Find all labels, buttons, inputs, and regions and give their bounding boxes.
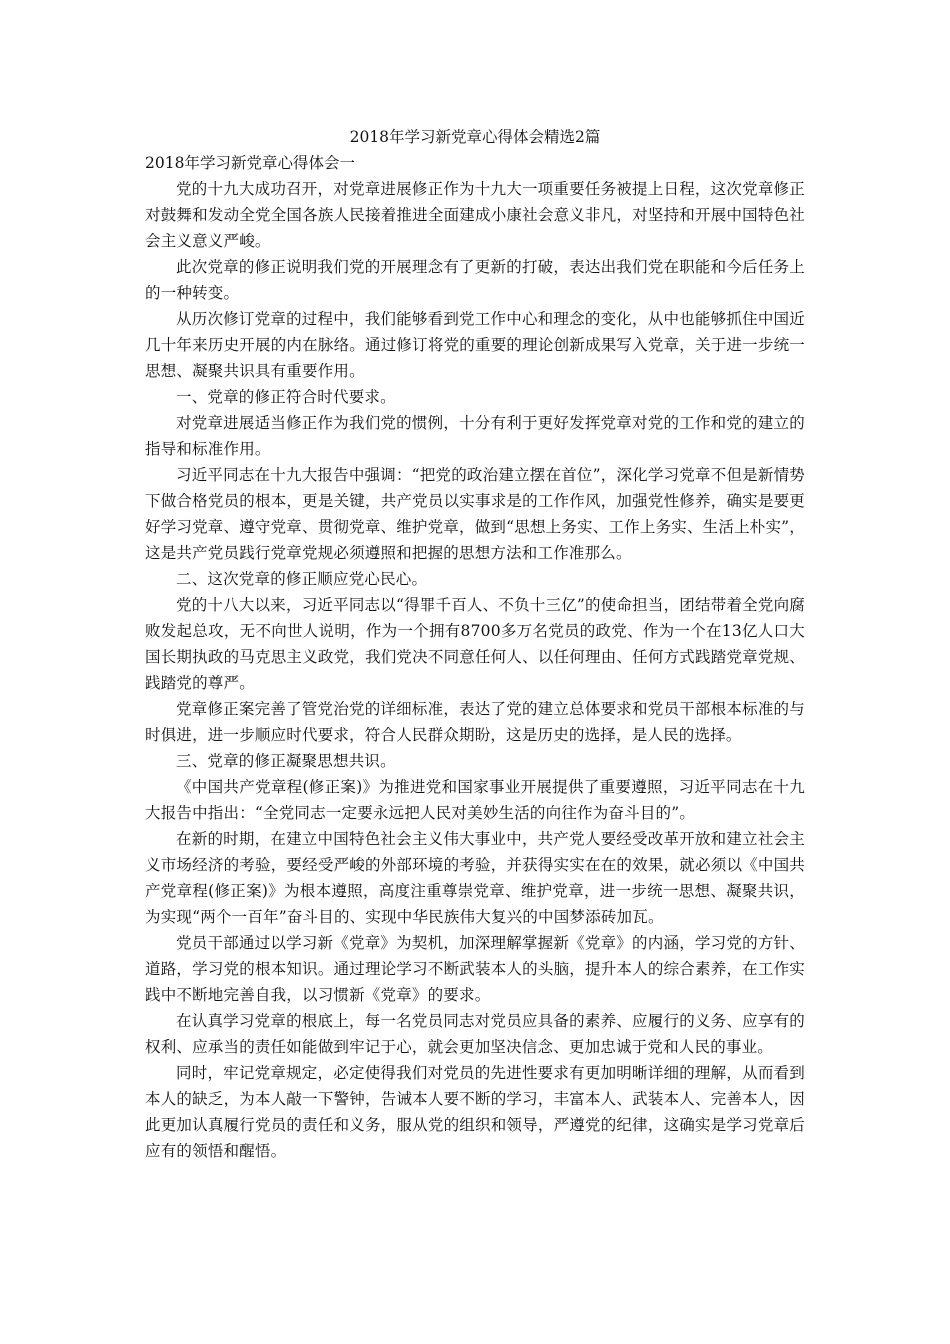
heading-section-1: 一、党章的修正符合时代要求。 (176, 388, 396, 406)
paragraph-7: 党章修正案完善了管党治党的详细标准，表达了党的建立总体要求和党员干部根本标准的与时俱进，进一步顺应时代要求，符合人民群众期盼，这是历史的选择，是人民的选择。 (145, 700, 805, 744)
document-page (145, 124, 805, 1164)
heading-section-2: 二、这次党章的修正顺应党心民心。 (176, 570, 428, 588)
paragraph-3: 从历次修订党章的过程中，我们能够看到党工作中心和理念的变化，从中也能够抓住中国近几十年来历史开展的内在脉络。通过修订将党的重要的理论创新成果写入党章，关于进一步统一思想、凝聚共识具有重要作用。 (145, 310, 805, 380)
document-title: 2018年学习新党章心得体会精选2篇 (349, 128, 601, 146)
paragraph-12: 同时，牢记党章规定，必定使得我们对党员的先进性要求有更加明晰详细的理解，从而看到本人的缺乏，为本人敲一下警钟，告诫本人要不断的学习，丰富本人、武装本人、完善本人，因此更加认真履行党员的责任和义务，服从党的组织和领导，严遵党的纪律，这确实是学习党章后应有的领悟和醒悟。 (145, 1064, 805, 1160)
section-title: 2018年学习新党章心得体会一 (145, 154, 355, 172)
paragraph-9: 在新的时期，在建立中国特色社会主义伟大事业中，共产党人要经受改革开放和建立社会主义市场经济的考验，要经受严峻的外部环境的考验，并获得实实在在的效果，就必须以《中国共产党章程(修正案)》为根本遵照，高度注重尊崇党章、维护党章，进一步统一思想、凝聚共识，为实现“两个一百年”奋斗目的、实现中华民族伟大复兴的中国梦添砖加瓦。 (145, 830, 805, 926)
paragraph-6: 党的十八大以来，习近平同志以“得罪千百人、不负十三亿”的使命担当，团结带着全党向腐败发起总攻，无不向世人说明，作为一个拥有8700多万名党员的政党、作为一个在13亿人口大国长期执政的马克思主义政党，我们党决不同意任何人、以任何理由、任何方式践踏党章党规、践踏党的尊严。 (145, 596, 805, 692)
paragraph-2: 此次党章的修正说明我们党的开展理念有了更新的打破，表达出我们党在职能和今后任务上的一种转变。 (145, 258, 805, 302)
paragraph-5: 习近平同志在十九大报告中强调：“把党的政治建立摆在首位”，深化学习党章不但是新情势下做合格党员的根本，更是关键，共产党员以实事求是的工作作风，加强党性修养，确实是要更好学习党章、遵守党章、贯彻党章、维护党章，做到“思想上务实、工作上务实、生活上朴实”，这是共产党员践行党章党规必须遵照和把握的思想方法和工作准那么。 (145, 466, 805, 562)
paragraph-4: 对党章进展适当修正作为我们党的惯例，十分有利于更好发挥党章对党的工作和党的建立的指导和标准作用。 (145, 414, 805, 458)
paragraph-11: 在认真学习党章的根底上，每一名党员同志对党员应具备的素养、应履行的义务、应享有的权利、应承当的责任如能做到牢记于心，就会更加坚决信念、更加忠诚于党和人民的事业。 (145, 1012, 805, 1056)
heading-section-3: 三、党章的修正凝聚思想共识。 (176, 752, 396, 770)
paragraph-8: 《中国共产党章程(修正案)》为推进党和国家事业开展提供了重要遵照，习近平同志在十九大报告中指出：“全党同志一定要永远把人民对美妙生活的向往作为奋斗目的”。 (145, 778, 805, 822)
paragraph-10: 党员干部通过以学习新《党章》为契机，加深理解掌握新《党章》的内涵，学习党的方针、道路，学习党的根本知识。通过理论学习不断武装本人的头脑，提升本人的综合素养，在工作实践中不断地完善自我，以习惯新《党章》的要求。 (145, 934, 805, 1004)
paragraph-1: 党的十九大成功召开，对党章进展修正作为十九大一项重要任务被提上日程，这次党章修正对鼓舞和发动全党全国各族人民接着推进全面建成小康社会意义非凡，对坚持和开展中国特色社会主义意义严峻。 (145, 180, 805, 250)
